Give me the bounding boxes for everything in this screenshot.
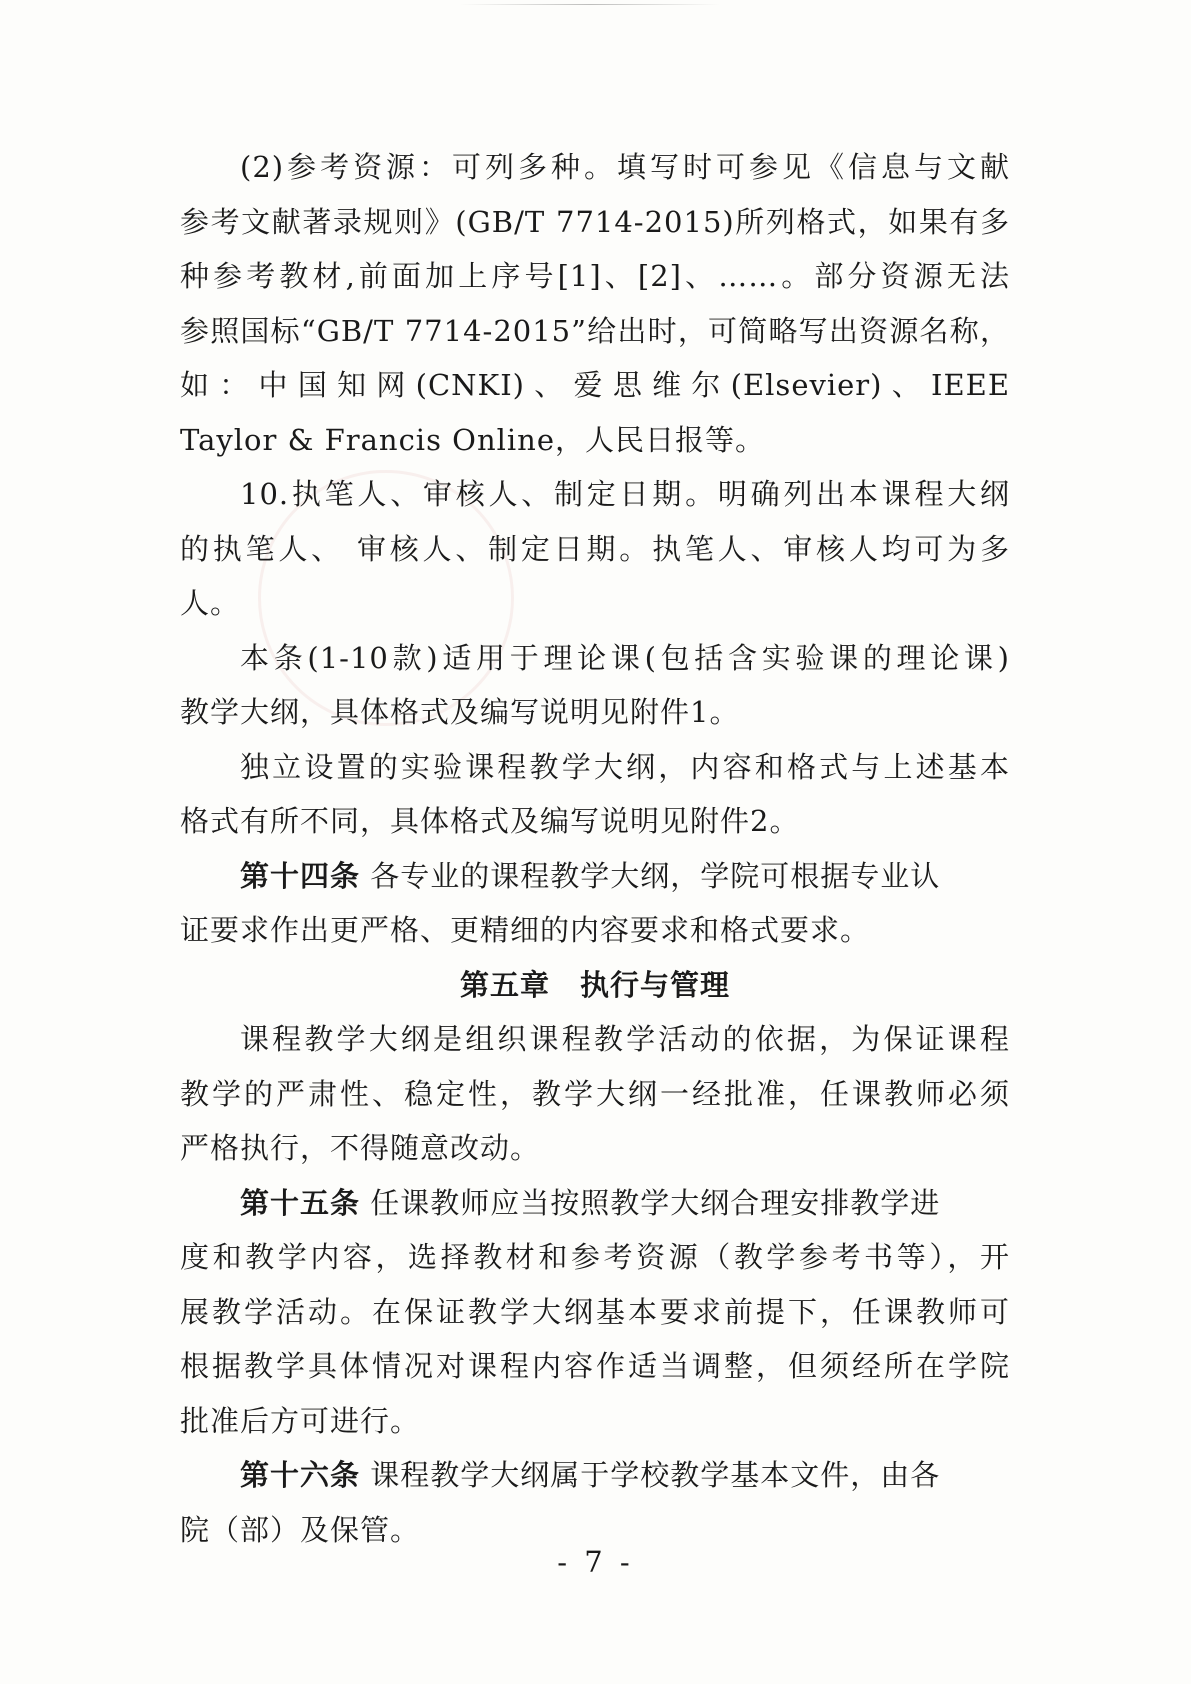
text-line: 教学的严肃性、稳定性，教学大纲一经批准，任课教师必须 <box>180 1076 1010 1111</box>
page-number: - 7 - <box>557 1545 634 1579</box>
chapter-heading: 第五章 执行与管理 <box>459 967 730 1002</box>
article-line <box>180 1448 1010 1503</box>
scan-artifact <box>460 4 720 5</box>
text-line: 严格执行，不得随意改动。 <box>180 1131 541 1165</box>
text-line: 展教学活动。在保证教学大纲基本要求前提下，任课教师可 <box>180 1294 1010 1329</box>
text-line: 独立设置的实验课程教学大纲，内容和格式与上述基本 <box>240 749 1010 784</box>
text-line: 本条(1-10款)适用于理论课(包括含实验课的理论课) <box>240 640 1010 675</box>
article-label: 第十五条 <box>240 1185 361 1220</box>
text-line: 的执笔人、 审核人、制定日期。执笔人、审核人均可为多 <box>180 531 1010 566</box>
text-line: 参考文献著录规则》(GB/T 7714-2015)所列格式，如果有多 <box>180 204 1010 239</box>
article-line <box>180 1176 1010 1231</box>
article-label: 第十六条 <box>240 1458 361 1492</box>
text-line: 根据教学具体情况对课程内容作适当调整，但须经所在学院 <box>180 1349 1010 1383</box>
text-line: 度和教学内容，选择教材和参考资源（教学参考书等），开 <box>180 1240 1010 1274</box>
article-text: 各专业的课程教学大纲，学院可根据专业认 <box>360 858 941 893</box>
text-line: (2)参考资源：可列多种。填写时可参见《信息与文献 <box>240 150 1010 184</box>
text-line: 种参考教材,前面加上序号[1]、[2]、……。部分资源无法 <box>180 259 1010 293</box>
text-line: 如：中国知网(CNKI)、爱思维尔(Elsevier)、IEEE <box>180 368 1010 402</box>
text-line: 人。 <box>180 586 241 620</box>
text-line: 批准后方可进行。 <box>180 1403 421 1438</box>
text-line: 参照国标“GB/T 7714-2015”给出时，可简略写出资源名称， <box>180 313 1010 348</box>
text-line: 教学大纲，具体格式及编写说明见附件1。 <box>180 695 740 729</box>
text-line: 证要求作出更严格、更精细的内容要求和格式要求。 <box>180 913 871 947</box>
text-line: 院（部）及保管。 <box>180 1512 421 1547</box>
article-text: 课程教学大纲属于学校教学基本文件，由各 <box>360 1458 941 1492</box>
text-line: 课程教学大纲是组织课程教学活动的依据，为保证课程 <box>240 1022 1010 1056</box>
document-body <box>180 140 1010 1557</box>
text-line: 格式有所不同，具体格式及编写说明见附件2。 <box>180 804 800 838</box>
text-line: Taylor & Francis Online，人民日报等。 <box>180 422 766 457</box>
article-text: 任课教师应当按照教学大纲合理安排教学进 <box>360 1185 941 1220</box>
article-label: 第十四条 <box>240 858 361 893</box>
text-line: 10.执笔人、审核人、制定日期。明确列出本课程大纲 <box>240 477 1010 511</box>
article-line <box>180 849 1010 904</box>
